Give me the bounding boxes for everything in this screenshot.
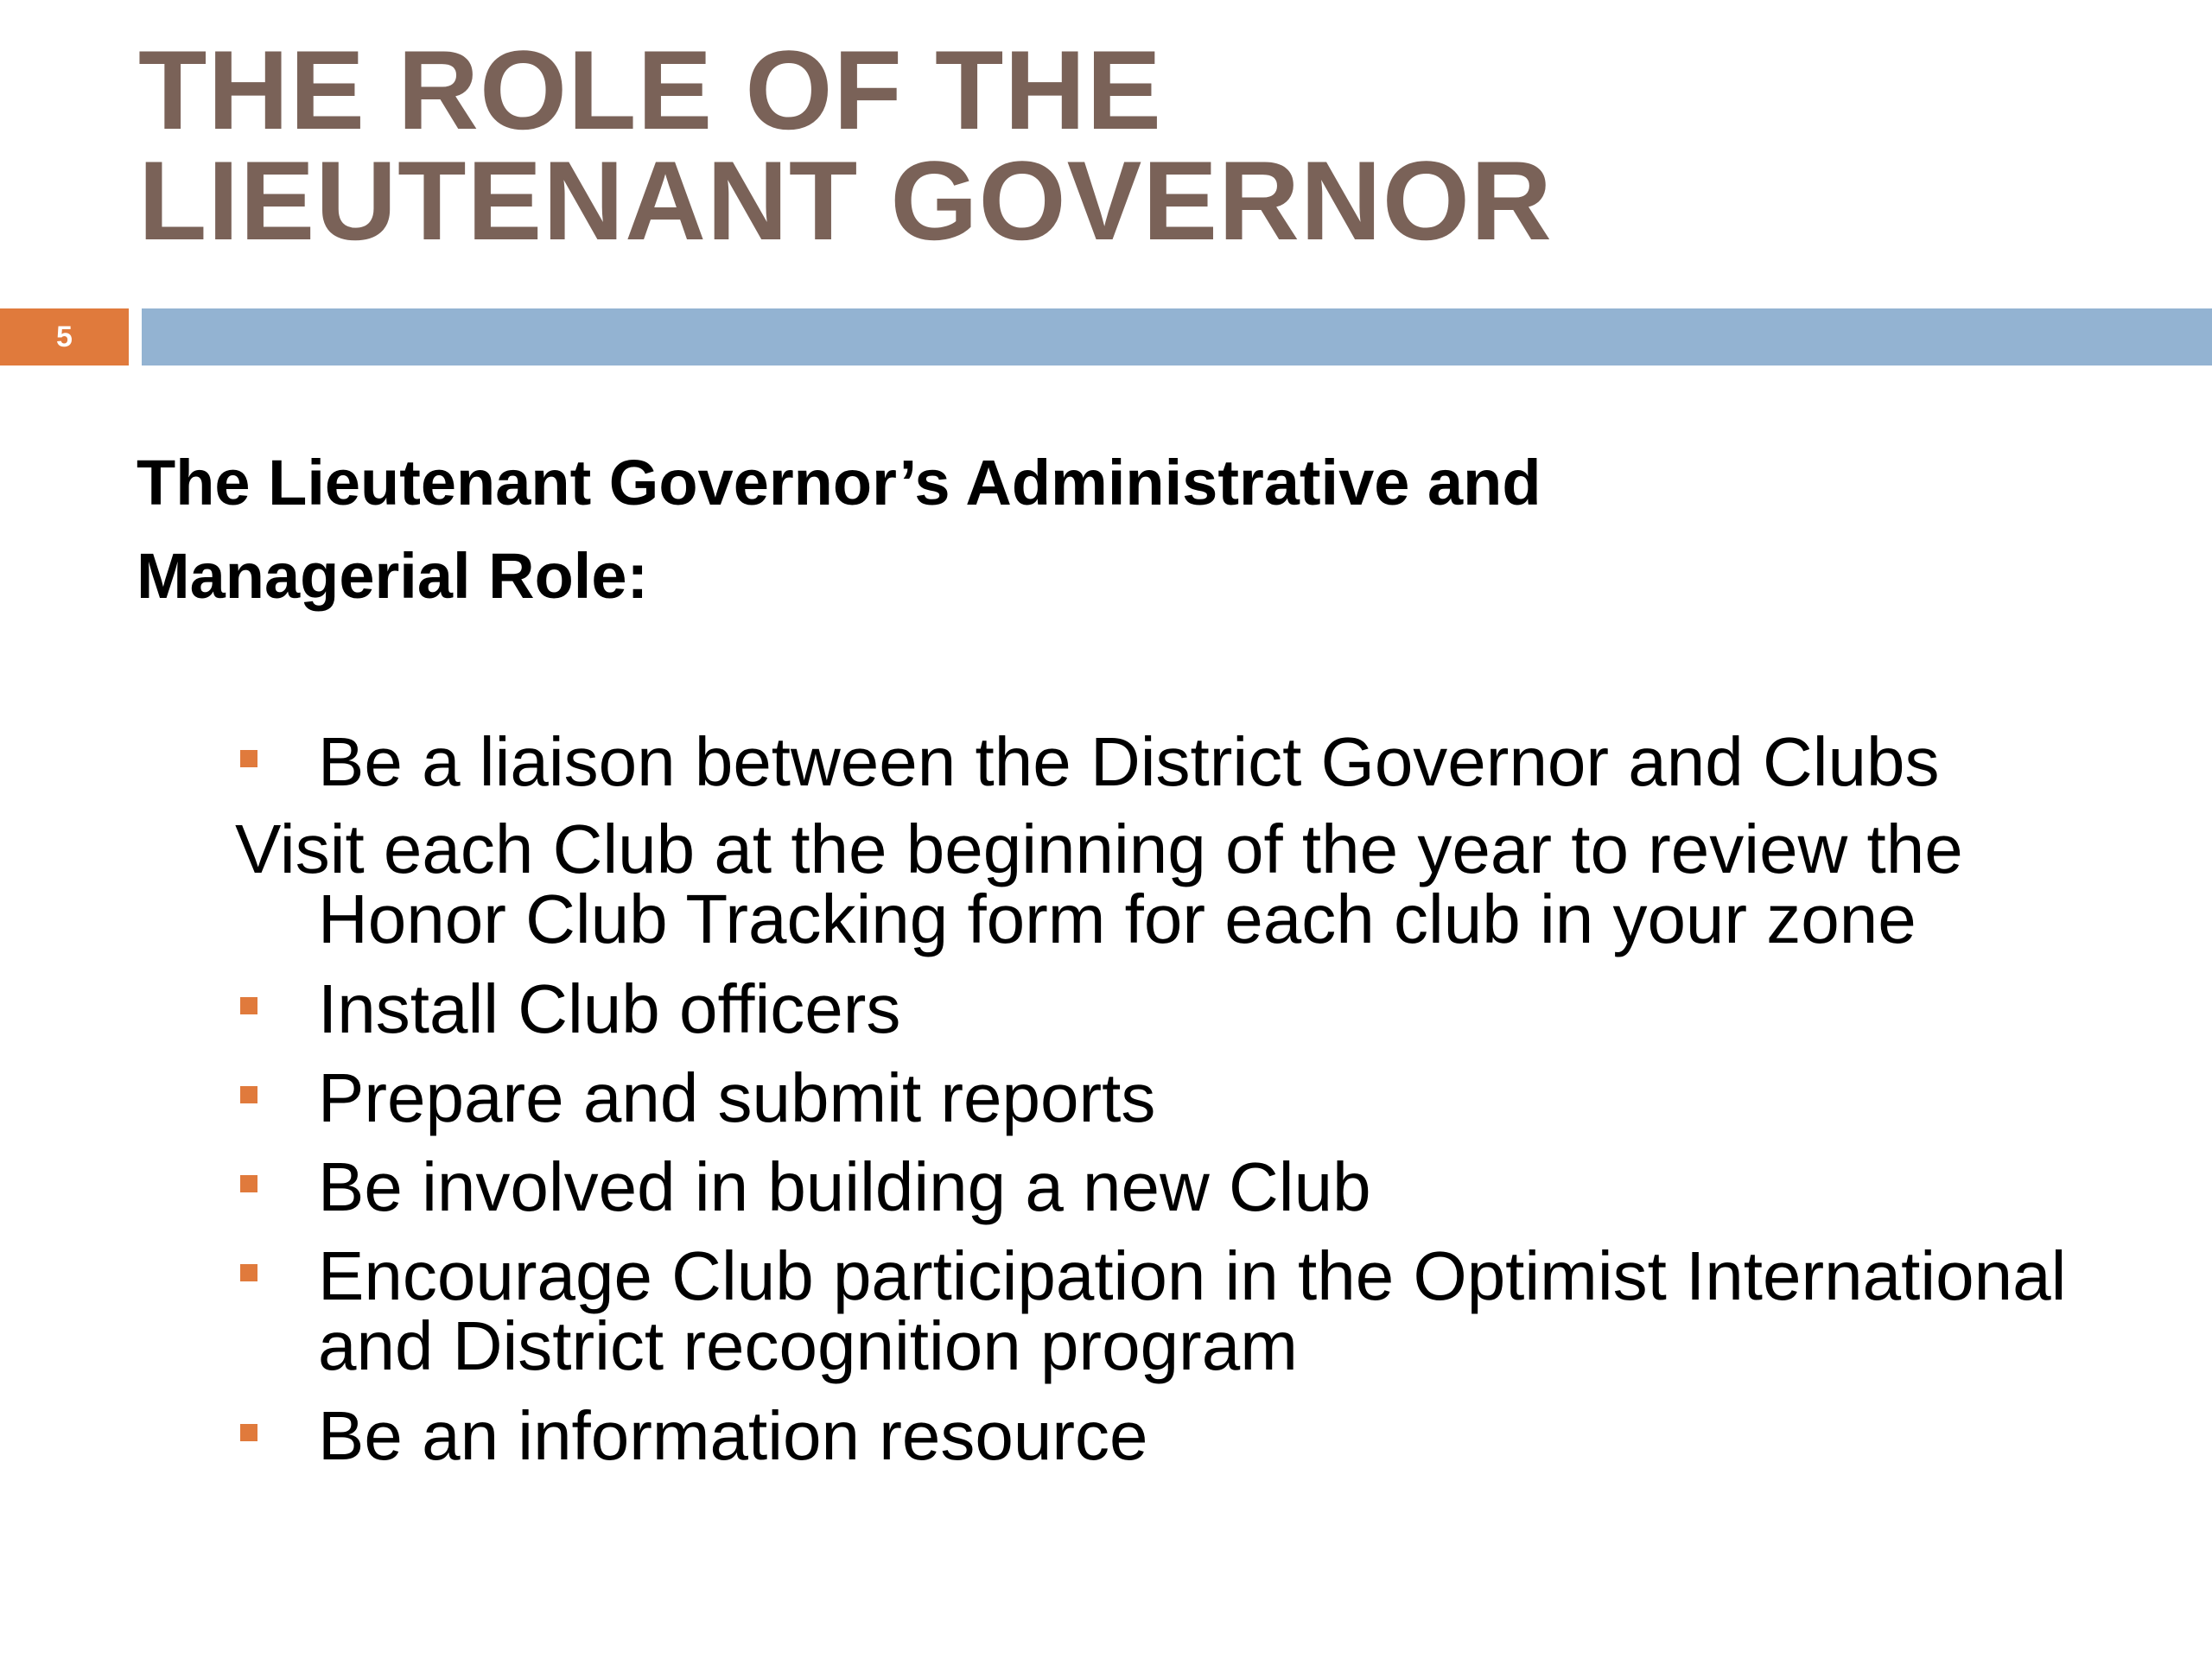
- square-bullet-icon: [240, 1424, 257, 1441]
- square-bullet-icon: [240, 1086, 257, 1103]
- section-heading-line-1: The Lieutenant Governor’s Administrative and: [137, 447, 1541, 518]
- list-item-text: Be an information resource: [318, 1397, 1148, 1474]
- list-item-text: Prepare and submit reports: [318, 1059, 1156, 1136]
- square-bullet-icon: [240, 1175, 257, 1192]
- list-item-text: Install Club officers: [318, 970, 901, 1047]
- list-item-text-continued: and District recognition program: [318, 1307, 1298, 1384]
- slide-title-line-2: LIEUTENANT GOVERNOR: [138, 137, 1553, 264]
- list-item-text: Be involved in building a new Club: [318, 1148, 1371, 1225]
- list-item-text-continued: Honor Club Tracking form for each club in your zone: [318, 880, 1916, 957]
- section-heading-line-2: Managerial Role:: [137, 540, 649, 612]
- slide-title-line-1: THE ROLE OF THE: [138, 27, 1162, 153]
- slide-number-badge: 5: [0, 308, 129, 365]
- slide-title: [138, 27, 2126, 264]
- square-bullet-icon: [240, 997, 257, 1014]
- header-divider-bar: [142, 308, 2212, 365]
- section-heading: [137, 436, 2037, 623]
- square-bullet-icon: [240, 750, 257, 767]
- list-item-text: Be a liaison between the District Governor and Clubs: [318, 723, 1940, 800]
- list-item-text: Visit each Club at the beginning of the year to review the: [235, 810, 1963, 887]
- square-bullet-icon: [240, 1264, 257, 1281]
- list-item-text: Encourage Club participation in the Optimist International: [318, 1237, 2067, 1314]
